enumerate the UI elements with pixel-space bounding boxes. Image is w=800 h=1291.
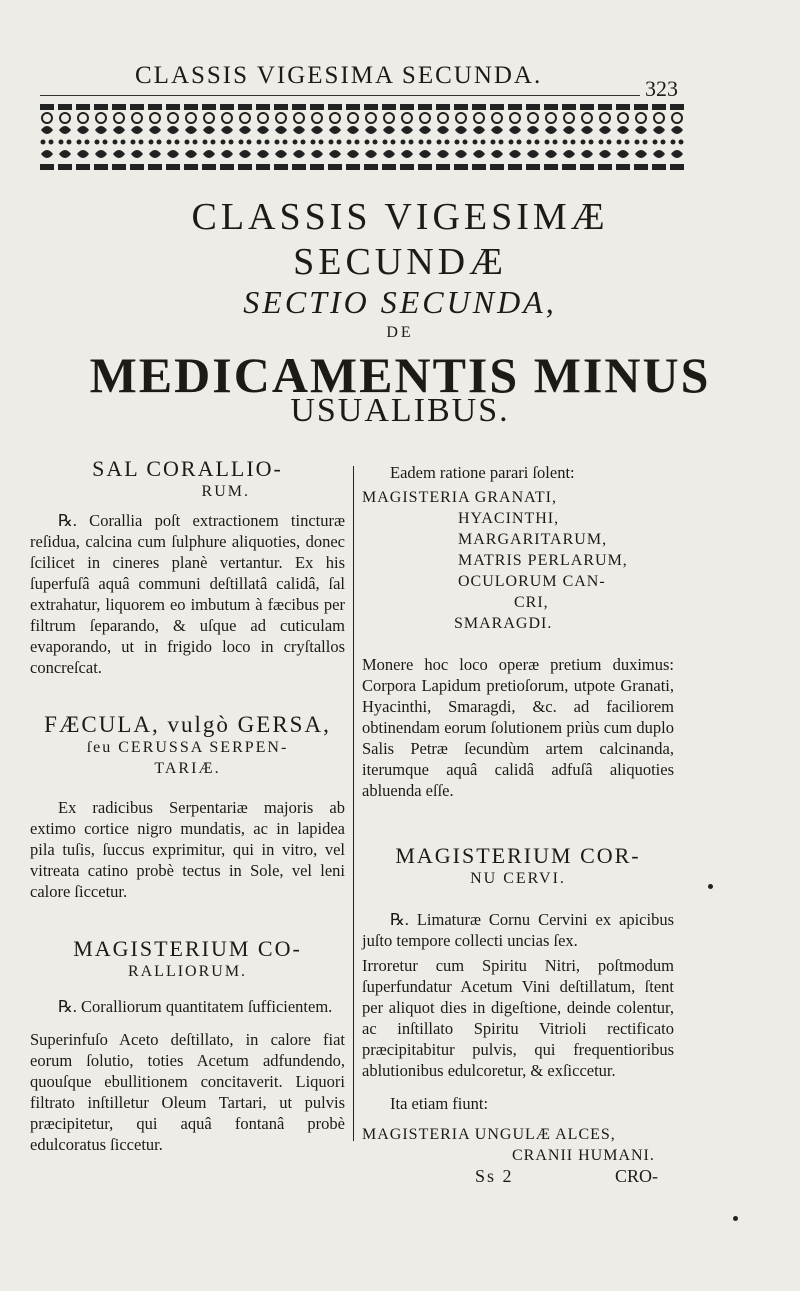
section-heading: FÆCULA, vulgò GERSA,	[44, 712, 331, 737]
magisteria-list	[362, 508, 674, 634]
section-subheading: RALLIORUM.	[127, 963, 248, 980]
page-number: 323	[645, 76, 678, 101]
list-item: HYACINTHI,	[458, 510, 560, 527]
section-heading: MAGISTERIUM COR-	[395, 843, 641, 868]
section-text: ℞. Corallia poſt extractionem tincturæ reſidua, calcina cum ſulphure aliquoties, donec ſcilicet in cineres planè vertantur. Ex his ſuperfuſâ aquâ communi deſtillatâ calidâ, ſal extrahatur, liquorem eo imbutum à fæcibus per filtrum ſeparando, & uſque ad cuticulam evaporando, ut in frigido loco in cryſtallos concreſcat.	[30, 511, 345, 677]
catchword: CRO-	[615, 1166, 659, 1186]
section-subheading: RUM.	[201, 483, 250, 500]
final-list-item: CRANII HUMANI.	[512, 1147, 655, 1164]
section-text: Superinfuſo Aceto deſtillato, in calore fiat eorum ſolutio, toties Acetum adfundendo, quouſque ebullitionem concitaverit. Liquori filtrato inſtilletur Oleum Tartari, ut pulvis præcipitetur, qui aquâ fontanâ probè edulcoratus ſiccetur.	[30, 1030, 345, 1154]
class-title-2: SECUNDÆ	[293, 241, 507, 283]
right-column	[362, 462, 674, 1166]
running-title: CLASSIS VIGESIMA SECUNDA.	[135, 62, 543, 89]
signature-mark: Ss 2	[475, 1166, 514, 1186]
list-item: MATRIS PERLARUM,	[458, 552, 628, 569]
main-title-2: USUALIBUS.	[290, 392, 510, 429]
section-text: Ita etiam fiunt:	[390, 1094, 489, 1113]
section-heading: SAL CORALLIO-	[92, 456, 283, 481]
section-subheading: ſeu CERUSSA SERPEN-	[86, 739, 289, 756]
list-lead: MAGISTERIA GRANATI,	[362, 489, 557, 506]
section-text: ℞. Limaturæ Cornu Cervini ex apicibus juſto tempore collecti uncias ſex.	[362, 910, 674, 950]
header-rule	[40, 95, 640, 96]
list-item: SMARAGDI.	[454, 615, 553, 632]
section-heading: MAGISTERIUM CO-	[73, 936, 302, 961]
intro-text: Eadem ratione parari ſolent:	[390, 463, 575, 482]
class-title: CLASSIS VIGESIMÆ	[191, 196, 609, 238]
final-list-lead: MAGISTERIA UNGULÆ ALCES,	[362, 1126, 616, 1143]
main-title: MEDICAMENTIS MINUS	[89, 347, 711, 403]
section-text: Monere hoc loco operæ pretium duximus: Corpora Lapidum pretioſorum, utpote Granati, Hyacinthi, Smaragdi, &c. ad faciliorem obtinendam eorum ſolutionem priùs cum duplo Salis Petræ ſecundùm artem calcinanda, iterumque aquâ calidâ adfuſâ aliquoties abluenda eſſe.	[362, 655, 674, 800]
list-item: MARGARITARUM,	[458, 531, 608, 548]
section-subheading: NU CERVI.	[470, 870, 566, 887]
section-text: ℞. Coralliorum quantitatem ſufficientem.	[58, 997, 333, 1016]
section-text: Ex radicibus Serpentariæ majoris ab extimo cortice nigro mundatis, ac in lapidea pila tuſis, ſuccus exprimitur, qui in vitro, vel vitreata catino probè tectus in Sole, vel leni calore ſiccetur.	[30, 798, 345, 901]
section-text: Irroretur cum Spiritu Nitri, poſtmodum ſuperfundatur Acetum Vini deſtillatum, ſtent per aliquot dies in digeſtione, deinde colentur, ac inſtillato Spiritu Vitrioli rectificato præcipitabitur pulvis, qui frequentioribus ablutionibus edulcoretur, & exſiccetur.	[362, 956, 674, 1080]
section-subheading: TARIÆ.	[154, 760, 221, 777]
left-column	[30, 456, 345, 1155]
ink-spot	[733, 1216, 738, 1221]
column-divider	[353, 466, 354, 1141]
ornamental-band	[38, 102, 684, 172]
section-title: SECTIO SECUNDA,	[243, 284, 557, 320]
title-de: DE	[386, 324, 414, 341]
list-item: OCULORUM CAN-	[458, 573, 606, 590]
ink-spot	[708, 884, 713, 889]
list-item: CRI,	[514, 594, 549, 611]
